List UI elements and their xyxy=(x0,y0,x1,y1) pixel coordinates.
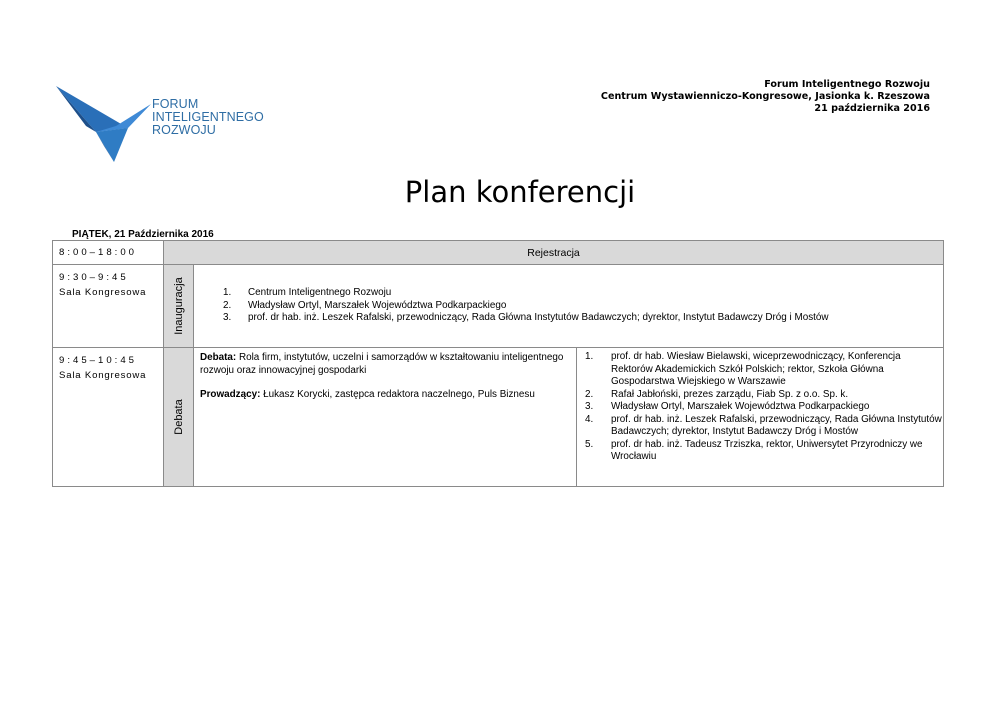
registration-time: 8:00–18:00 xyxy=(53,241,164,265)
logo-line-1: FORUM xyxy=(152,97,199,111)
debate-section-label: Debata xyxy=(172,399,185,435)
list-item: 1. Centrum Inteligentnego Rozwoju xyxy=(234,287,943,300)
inauguration-room: Sala Kongresowa xyxy=(59,287,147,298)
speaker-number: 2. xyxy=(585,388,594,400)
debate-time: 9:45–10:45 xyxy=(59,355,138,366)
speaker-number: 4. xyxy=(585,413,594,425)
debate-host-label: Prowadzący: xyxy=(200,389,261,400)
event-name: Forum Inteligentnego Rozwoju xyxy=(764,79,930,90)
debate-host xyxy=(200,389,570,402)
list-item xyxy=(585,351,943,389)
table-row-inauguration xyxy=(53,265,944,348)
table-row-registration xyxy=(53,241,944,265)
speaker-text: prof. dr hab. inż. Tadeusz Trziszka, rektor, Uniwersytet Przyrodniczy we Wrocławiu xyxy=(611,438,923,462)
speaker-text: Władysław Ortyl, Marszałek Województwa Podkarpackiego xyxy=(611,401,870,412)
logo-line-3: ROZWOJU xyxy=(152,123,216,137)
debate-host-text: Łukasz Korycki, zastępca redaktora naczelnego, Puls Biznesu xyxy=(260,389,535,400)
speaker-text: prof. dr hab. inż. Leszek Rafalski, przewodniczący, Rada Główna Instytutów Badawczych; dyrektor, Instytut Badawczy Dróg i Mostów xyxy=(611,413,942,437)
logo-line-2: INTELIGENTNEGO xyxy=(152,110,264,124)
inauguration-content xyxy=(194,265,944,348)
debate-room: Sala Kongresowa xyxy=(59,370,147,381)
list-item: 3. prof. dr hab. inż. Leszek Rafalski, przewodniczący, Rada Główna Instytutów Badawczych; dyrektor, Instytut Badawczy Dróg i Mostów xyxy=(234,312,943,325)
forum-logo xyxy=(56,86,264,166)
inauguration-time: 9:30–9:45 xyxy=(59,272,129,283)
registration-label: Rejestracja xyxy=(164,241,944,265)
debate-time-cell xyxy=(53,348,164,487)
speaker-number: 5. xyxy=(585,438,594,450)
inauguration-section-label: Inauguracja xyxy=(172,277,185,335)
event-venue: Centrum Wystawienniczo-Kongresowe, Jasionka k. Rzeszowa xyxy=(600,91,930,102)
inauguration-time-cell xyxy=(53,265,164,348)
conference-schedule-table xyxy=(52,240,944,487)
event-date: 21 października 2016 xyxy=(814,103,930,114)
list-item xyxy=(585,439,943,464)
logo-wordmark xyxy=(152,98,264,137)
day-label: PIĄTEK, 21 Października 2016 xyxy=(72,229,214,240)
inauguration-section-cell xyxy=(164,265,194,348)
list-item xyxy=(585,414,943,439)
list-item xyxy=(585,389,943,402)
logo-star-icon xyxy=(56,86,156,166)
speaker-text: Rafał Jabłoński, prezes zarządu, Fiab Sp. z o.o. Sp. k. xyxy=(611,388,849,400)
inauguration-list xyxy=(194,265,943,345)
debate-description xyxy=(194,348,577,487)
list-item: 2. Władysław Ortyl, Marszałek Województwa Podkarpackiego xyxy=(234,300,943,313)
list-item xyxy=(585,401,943,414)
debate-topic-label: Debata: xyxy=(200,352,237,363)
debate-speaker-list xyxy=(577,348,943,464)
debate-topic xyxy=(200,352,570,377)
event-header xyxy=(601,79,930,115)
speaker-number: 1. xyxy=(585,351,594,362)
table-row-debate xyxy=(53,348,944,487)
debate-speakers xyxy=(577,348,944,487)
debate-section-cell xyxy=(164,348,194,487)
speaker-text: prof. dr hab. Wiesław Bielawski, wiceprzewodniczący, Konferencja Rektorów Akademickich Szkół Polskich; rektor, Szkoła Główna Gospodarstwa Wiejskiego w Warszawie xyxy=(611,351,901,387)
speaker-number: 3. xyxy=(585,401,594,412)
page-title: Plan konferencji xyxy=(404,175,636,209)
debate-topic-text: Rola firm, instytutów, uczelni i samorządów w kształtowaniu inteligentnego rozwoju oraz innowacyjnej gospodarki xyxy=(200,352,564,376)
